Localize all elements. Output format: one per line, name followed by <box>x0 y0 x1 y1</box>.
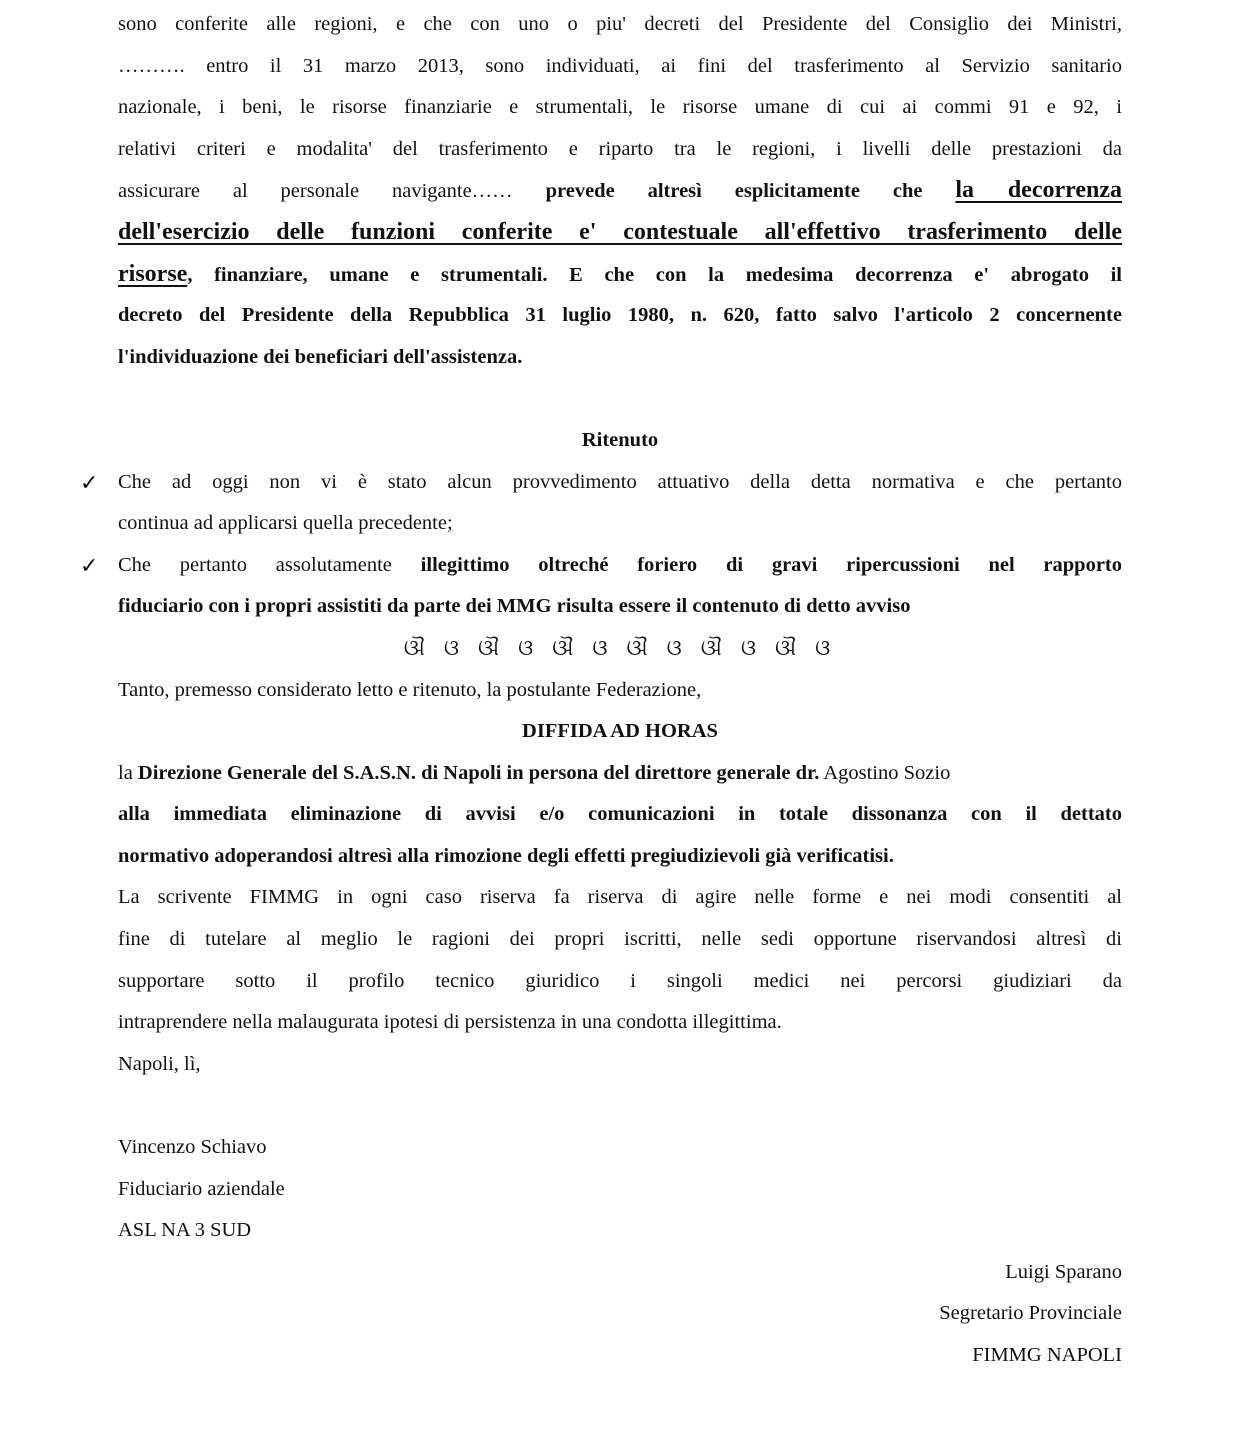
text-line-mixed <box>118 170 1122 212</box>
text-line: continua ad applicarsi quella precedente; <box>118 512 453 535</box>
text-plain: Agostino Sozio <box>823 761 951 784</box>
paragraph-decree <box>118 4 1122 378</box>
text-plain: assicurare al personale navigante…… <box>118 180 513 203</box>
text-line-mixed <box>118 545 1122 587</box>
text-bold: , finanziare, umane e strumentali. E che con la medesima decorrenza e' abrogato il <box>187 263 1122 286</box>
text-bold: prevede altresì esplicitamente che <box>545 180 923 203</box>
ornament-divider: ଔ ଓ ଔ ଓ ଔ ଓ ଔ ଓ ଔ ଓ ଔ ଓ <box>403 635 837 661</box>
text-emphasis: dell'esercizio delle funzioni conferite e' contestuale all'effettivo trasferimento delle <box>118 218 1122 245</box>
signatory-name: Vincenzo Schiavo <box>118 1136 267 1159</box>
text-line: ………. entro il 31 marzo 2013, sono individuati, ai fini del trasferimento al Servizio sanitario <box>118 54 1122 77</box>
signatory-role: Fiduciario aziendale <box>118 1177 285 1200</box>
signature-block-left <box>118 1127 1122 1252</box>
text-line: Che ad oggi non vi è stato alcun provvedimento attuativo della detta normativa e che pertanto <box>118 470 1122 493</box>
signature-block-right <box>118 1252 1122 1377</box>
text-line: l'individuazione dei beneficiari dell'assistenza. <box>118 345 523 368</box>
text-line: relativi criteri e modalita' del trasferimento e riparto tra le regioni, i livelli delle prestazioni da <box>118 137 1122 160</box>
text-line: nazionale, i beni, le risorse finanziarie e strumentali, le risorse umane di cui ai commi 91 e 92, i <box>118 96 1122 119</box>
text-line-mixed <box>118 254 1122 296</box>
signatory-org: ASL NA 3 SUD <box>118 1219 252 1242</box>
section-heading-diffida: DIFFIDA AD HORAS <box>522 720 718 743</box>
text-plain: la <box>118 761 133 784</box>
signatory-org: FIMMG NAPOLI <box>972 1344 1122 1366</box>
text-line-emphasis <box>118 212 1122 254</box>
text-line: sono conferite alle regioni, e che con uno o piu' decreti del Presidente del Consiglio dei Ministri, <box>118 13 1122 35</box>
text-bold: Direzione Generale del S.A.S.N. di Napoli in persona del direttore generale dr. <box>137 761 820 784</box>
text-line: alla immediata eliminazione di avvisi e/o comunicazioni in totale dissonanza con il dettato <box>118 803 1122 826</box>
text-emphasis: la decorrenza <box>955 177 1122 204</box>
signatory-name: Luigi Sparano <box>1005 1260 1122 1283</box>
section-heading-ritenuto: Ritenuto <box>581 428 659 451</box>
signatory-role: Segretario Provinciale <box>939 1302 1122 1325</box>
text-line: decreto del Presidente della Repubblica 31 luglio 1980, n. 620, fatto salvo l'articolo 2 concernente <box>118 304 1122 327</box>
text-bold: illegittimo oltreché foriero di gravi ripercussioni nel rapporto <box>420 553 1122 576</box>
place-date: Napoli, lì, <box>118 1052 201 1075</box>
checkmark-icon: ✓ <box>80 552 99 578</box>
text-plain: Che pertanto assolutamente <box>118 553 392 576</box>
text-line-mixed <box>118 753 1122 795</box>
spacer <box>118 1085 1122 1127</box>
spacer <box>118 378 1122 420</box>
text-line: Tanto, premesso considerato letto e ritenuto, la postulante Federazione, <box>118 678 702 701</box>
text-line: normativo adoperandosi altresì alla rimozione degli effetti pregiudizievoli già verificatisi. <box>118 844 894 867</box>
checkmark-icon: ✓ <box>80 469 99 495</box>
list-item <box>80 545 1122 628</box>
text-line: fiduciario con i propri assistiti da parte dei MMG risulta essere il contenuto di detto avviso <box>118 595 911 618</box>
text-line: La scrivente FIMMG in ogni caso riserva fa riserva di agire nelle forme e nei modi consentiti al <box>118 886 1122 909</box>
document-page <box>80 4 1122 1377</box>
list-item <box>80 462 1122 545</box>
text-line: intraprendere nella malaugurata ipotesi di persistenza in una condotta illegittima. <box>118 1011 782 1034</box>
text-emphasis: risorse <box>118 260 188 287</box>
text-line: fine di tutelare al meglio le ragioni dei propri iscritti, nelle sedi opportune riservandosi altresì di <box>118 928 1122 951</box>
text-line: supportare sotto il profilo tecnico giuridico i singoli medici nei percorsi giudiziari da <box>118 969 1122 992</box>
